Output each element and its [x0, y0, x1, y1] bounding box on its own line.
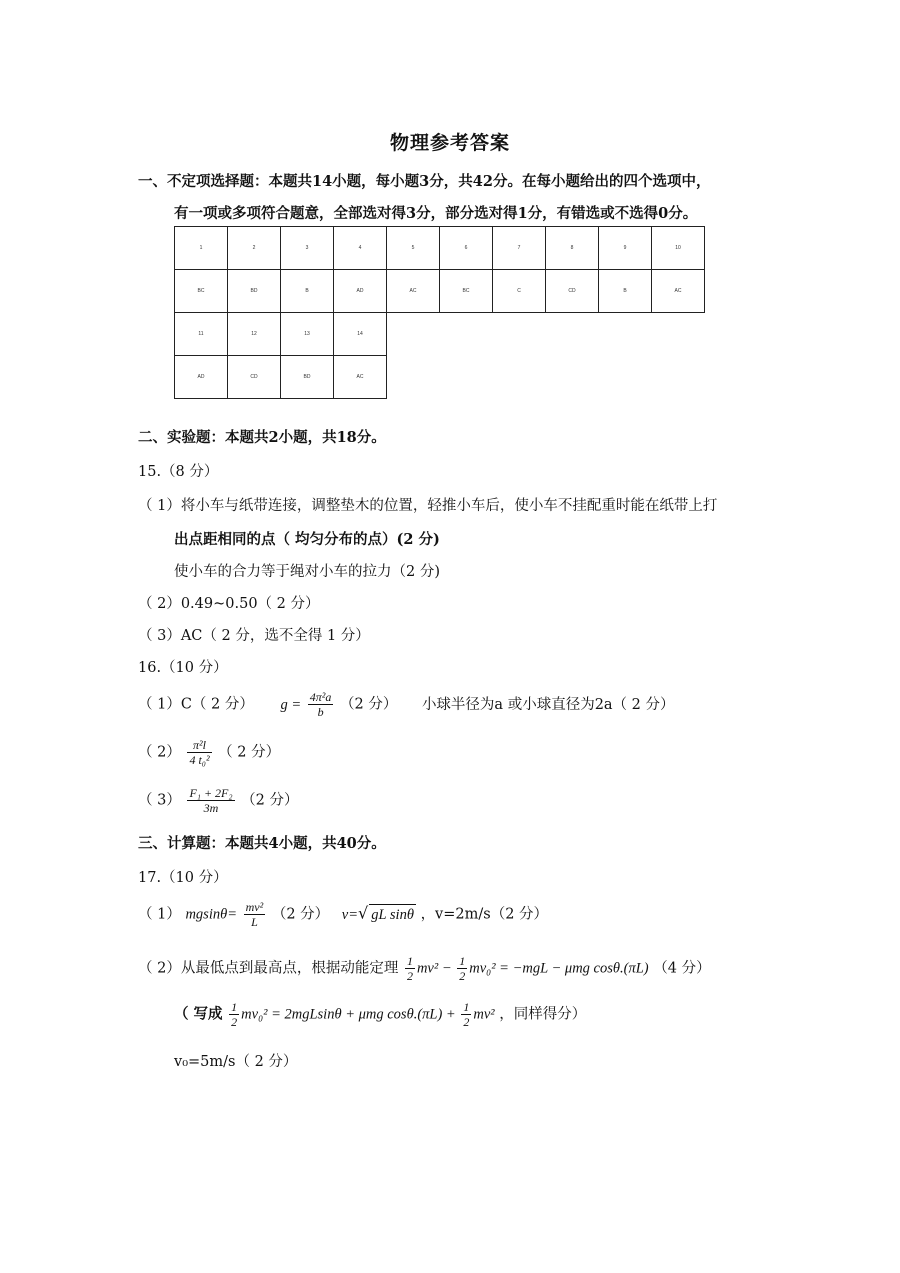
grid-number: 4 — [334, 227, 387, 270]
grid-number: 1 — [175, 227, 228, 270]
half-denominator: 2 — [231, 1015, 238, 1029]
half-fraction — [457, 954, 467, 983]
grid-number: 2 — [228, 227, 281, 270]
grid-number: 11 — [175, 313, 228, 356]
grid-answer: BD — [281, 356, 334, 399]
grid-number: 6 — [440, 227, 493, 270]
half-fraction — [229, 1000, 239, 1029]
q17-v-symbol: v= — [341, 906, 359, 923]
grid-answer: BD — [228, 270, 281, 313]
q15-label: 15.（8 分） — [138, 464, 219, 480]
q17-part2-alt-tail: ，同样得分） — [499, 1006, 587, 1023]
grid-number: 10 — [652, 227, 705, 270]
section1-line2: 有一项或多项符合题意，全部选对得3分，部分选对得1分，有错选或不选得0分。 — [174, 205, 698, 222]
q16-part2-prefix: （ 2） — [138, 744, 181, 761]
half-numerator: 1 — [459, 954, 466, 968]
q16-part2 — [138, 738, 280, 767]
q16-part1 — [138, 690, 675, 719]
q15-part2: （ 2）0.49~0.50（ 2 分） — [138, 596, 320, 612]
q17-part2-alt — [174, 1000, 586, 1029]
half-numerator: 1 — [463, 1000, 470, 1014]
half-denominator: 2 — [406, 969, 413, 983]
q17-part2 — [138, 954, 711, 983]
q16-part2-numerator: π²l — [187, 738, 211, 753]
grid-answer: AC — [334, 356, 387, 399]
q17-part2-alt-eq: mv₀² = 2mgLsinθ + μmg cosθ.(πL) + — [241, 1006, 460, 1023]
grid-number: 7 — [493, 227, 546, 270]
half-numerator: 1 — [231, 1000, 238, 1014]
half-fraction — [461, 1000, 471, 1029]
q16-part1-tail: 小球半径为a 或小球直径为2a（ 2 分） — [421, 696, 675, 713]
q16-part3-numerator: F₁ + 2F₂ — [189, 786, 233, 800]
section3-heading: 三、计算题：本题共4小题，共40分。 — [138, 835, 386, 852]
grid-answer: AD — [334, 270, 387, 313]
grid-number: 5 — [387, 227, 440, 270]
q17-part2-score: （4 分） — [653, 960, 711, 977]
q16-part2-formula — [187, 738, 211, 767]
q16-part3-formula — [187, 786, 234, 815]
section1-line1: 一、不定项选择题：本题共14小题，每小题3分，共42分。在每小题给出的四个选项中， — [138, 173, 711, 190]
grid-answer: CD — [546, 270, 599, 313]
grid-answer: AC — [652, 270, 705, 313]
answer-grid — [174, 226, 705, 399]
grid-number: 13 — [281, 313, 334, 356]
q17-part2-eq2: mv₀² = −mgL − μmg cosθ.(πL) — [469, 960, 649, 977]
g-formula — [308, 690, 334, 719]
q16-part3 — [138, 786, 299, 815]
grid-answer: AC — [387, 270, 440, 313]
q17-part1-score: （2 分） — [271, 906, 330, 923]
q16-part2-score: （ 2 分） — [218, 744, 281, 761]
grid-answer: B — [599, 270, 652, 313]
q15-part1-c: 使小车的合力等于绳对小车的拉力（2 分) — [174, 564, 440, 580]
q17-label: 17.（10 分） — [138, 870, 228, 886]
grid-number: 3 — [281, 227, 334, 270]
g-symbol: g = — [280, 696, 302, 713]
q16-label: 16.（10 分） — [138, 660, 228, 676]
q16-part3-score: （2 分） — [241, 792, 299, 809]
q17-part1-result: ，v=2m/s（2 分） — [420, 906, 549, 923]
half-fraction — [405, 954, 415, 983]
q17-part2-alt-eq2: mv² — [473, 1006, 495, 1023]
grid-number: 14 — [334, 313, 387, 356]
q17-part2-eq: mv² − — [416, 960, 456, 977]
g-formula-denominator: b — [317, 705, 324, 719]
grid-number: 8 — [546, 227, 599, 270]
q17-part1-denominator: L — [251, 915, 258, 929]
q17-part2-prefix: （ 2）从最低点到最高点，根据动能定理 — [138, 960, 399, 977]
half-denominator: 2 — [463, 1015, 470, 1029]
g-formula-numerator: 4π²a — [309, 690, 332, 704]
grid-answer: CD — [228, 356, 281, 399]
grid-answer: BC — [175, 270, 228, 313]
grid-answer: BC — [440, 270, 493, 313]
half-denominator: 2 — [459, 969, 466, 983]
q17-sqrt-content: gL sinθ — [369, 904, 416, 925]
q17-part1-fraction — [244, 900, 266, 929]
grid-number: 9 — [599, 227, 652, 270]
page-title: 物理参考答案 — [389, 132, 510, 154]
sqrt-icon: √ — [358, 903, 369, 923]
q17-part2-alt-prefix: （ 写成 — [174, 1005, 223, 1023]
q16-part2-denominator: 4 t₀² — [189, 753, 210, 767]
grid-answer: AD — [175, 356, 228, 399]
section2-heading: 二、实验题：本题共2小题，共18分。 — [138, 429, 386, 446]
grid-blank — [387, 356, 705, 399]
q17-part1-numerator: mv² — [245, 900, 264, 914]
q17-part1-prefix: （ 1） — [138, 906, 181, 923]
grid-answer: C — [493, 270, 546, 313]
q16-part1-prefix: （ 1）C（ 2 分） — [138, 696, 254, 713]
q15-part1-b: 出点距相同的点（ 均匀分布的点）(2 分) — [174, 531, 440, 548]
grid-answer: B — [281, 270, 334, 313]
q17-part3: v₀=5m/s（ 2 分） — [174, 1054, 298, 1070]
q16-part1-score: （2 分） — [339, 696, 398, 713]
q15-part1-a: （ 1）将小车与纸带连接，调整垫木的位置，轻推小车后，使小车不挂配重时能在纸带上打 — [138, 498, 718, 514]
q15-part3: （ 3）AC（ 2 分，选不全得 1 分） — [138, 628, 370, 644]
q16-part3-denominator: 3m — [203, 801, 219, 815]
q17-part1-lhs: mgsinθ= — [185, 906, 238, 923]
q17-part1 — [138, 900, 548, 929]
half-numerator: 1 — [406, 954, 413, 968]
grid-blank — [387, 313, 705, 356]
grid-number: 12 — [228, 313, 281, 356]
q16-part3-prefix: （ 3） — [138, 792, 181, 809]
